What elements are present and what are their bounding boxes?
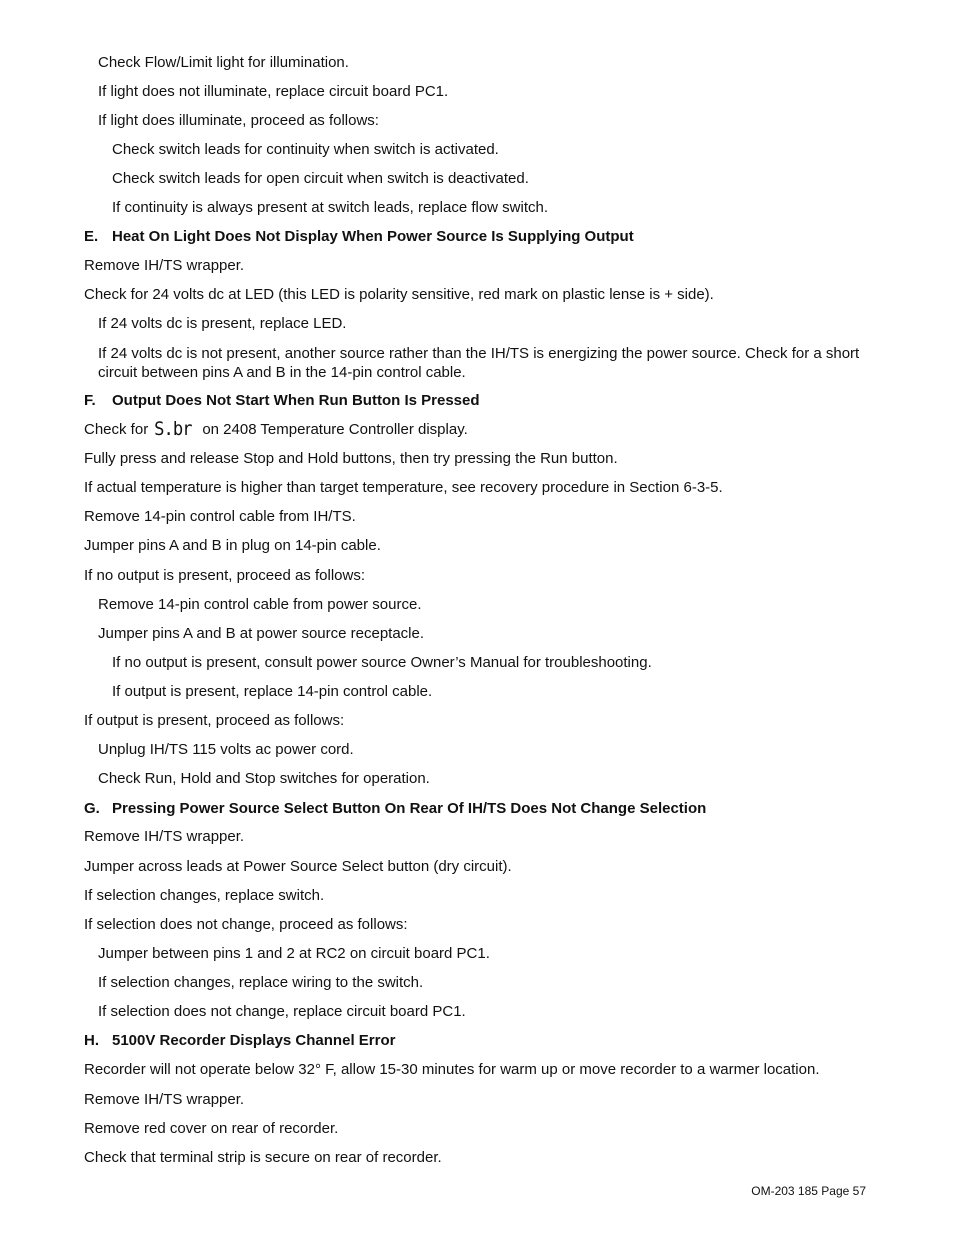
paragraph <box>84 420 468 439</box>
paragraph: Jumper across leads at Power Source Select button (dry circuit). <box>84 858 512 875</box>
section-heading-e <box>84 227 634 246</box>
paragraph: Jumper pins A and B in plug on 14-pin cable. <box>84 537 381 554</box>
paragraph: If output is present, proceed as follows: <box>84 712 345 729</box>
paragraph: If continuity is always present at switch leads, replace flow switch. <box>112 199 549 216</box>
paragraph: If light does not illuminate, replace circuit board PC1. <box>98 83 449 100</box>
page-footer: OM-203 185 Page 57 <box>751 1184 866 1198</box>
paragraph: Check switch leads for continuity when switch is activated. <box>112 141 499 158</box>
paragraph: Check switch leads for open circuit when switch is deactivated. <box>112 170 529 187</box>
paragraph: Remove IH/TS wrapper. <box>84 1091 245 1108</box>
paragraph: Check Flow/Limit light for illumination. <box>98 54 349 71</box>
paragraph: Remove 14-pin control cable from IH/TS. <box>84 508 356 525</box>
controller-display-code: S.br <box>154 418 193 440</box>
paragraph: Remove IH/TS wrapper. <box>84 257 245 274</box>
paragraph: If light does illuminate, proceed as follows: <box>98 112 379 129</box>
section-heading-f <box>84 391 480 410</box>
section-letter: G. <box>84 800 100 817</box>
paragraph: Remove IH/TS wrapper. <box>84 828 245 845</box>
section-title: Pressing Power Source Select Button On Rear Of IH/TS Does Not Change Selection <box>112 800 707 817</box>
section-title: Heat On Light Does Not Display When Power Source Is Supplying Output <box>112 228 634 245</box>
paragraph: If selection does not change, replace circuit board PC1. <box>98 1003 466 1020</box>
section-letter: H. <box>84 1032 99 1049</box>
paragraph: Check Run, Hold and Stop switches for operation. <box>98 770 430 787</box>
section-heading-g <box>84 799 706 818</box>
paragraph: Jumper pins A and B at power source receptacle. <box>98 625 425 642</box>
check-suffix: on 2408 Temperature Controller display. <box>202 421 468 438</box>
paragraph: Fully press and release Stop and Hold buttons, then try pressing the Run button. <box>84 450 618 467</box>
paragraph: Remove 14-pin control cable from power source. <box>98 596 422 613</box>
paragraph: Unplug IH/TS 115 volts ac power cord. <box>98 741 354 758</box>
paragraph: Remove red cover on rear of recorder. <box>84 1120 339 1137</box>
section-heading-h <box>84 1031 395 1050</box>
paragraph: If 24 volts dc is present, replace LED. <box>98 315 347 332</box>
section-letter: E. <box>84 228 99 245</box>
paragraph: If selection does not change, proceed as follows: <box>84 916 408 933</box>
paragraph: If output is present, replace 14-pin control cable. <box>112 683 433 700</box>
section-letter: F. <box>84 392 96 409</box>
paragraph: Check that terminal strip is secure on rear of recorder. <box>84 1149 442 1166</box>
paragraph: Recorder will not operate below 32° F, allow 15-30 minutes for warm up or move recorder to a warmer location. <box>84 1061 820 1078</box>
paragraph: If selection changes, replace wiring to the switch. <box>98 974 424 991</box>
paragraph: If no output is present, consult power source Owner’s Manual for troubleshooting. <box>112 654 652 671</box>
paragraph: If no output is present, proceed as follows: <box>84 567 365 584</box>
paragraph: Jumper between pins 1 and 2 at RC2 on circuit board PC1. <box>98 945 490 962</box>
section-title: Output Does Not Start When Run Button Is Pressed <box>112 392 480 409</box>
paragraph: Check for 24 volts dc at LED (this LED is polarity sensitive, red mark on plastic lense is + side). <box>84 286 714 303</box>
paragraph: If 24 volts dc is not present, another source rather than the IH/TS is energizing the power source. Check for a short circuit between pins A and B in the 14-pin control cable. <box>98 345 860 381</box>
paragraph: If actual temperature is higher than target temperature, see recovery procedure in Section 6-3-5. <box>84 479 723 496</box>
paragraph: If selection changes, replace switch. <box>84 887 325 904</box>
check-prefix: Check for <box>84 421 149 438</box>
section-title: 5100V Recorder Displays Channel Error <box>112 1032 396 1049</box>
